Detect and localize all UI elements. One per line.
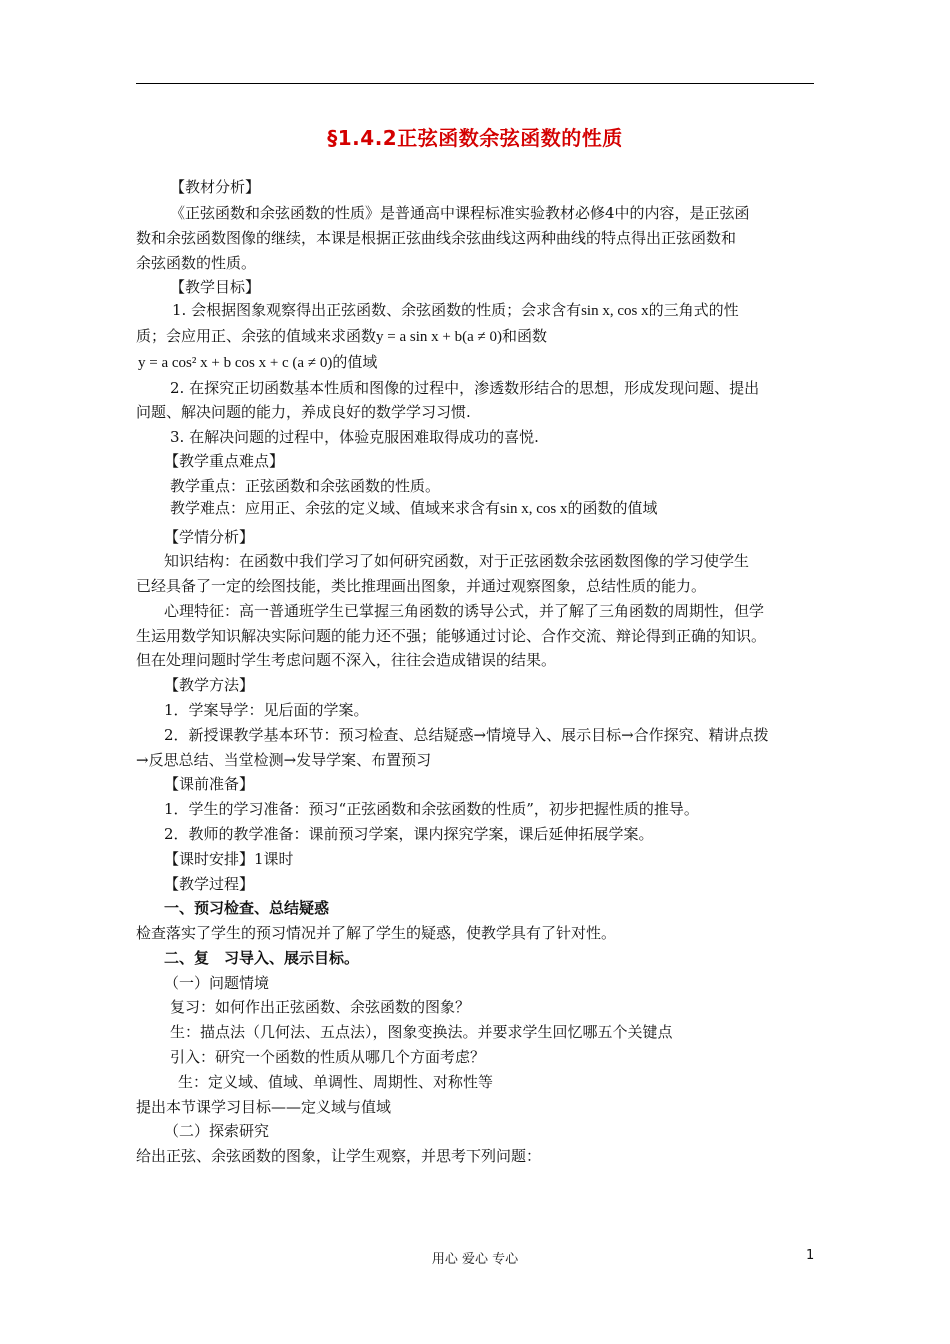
- paragraph-line: 1．学案导学：见后面的学案。: [164, 701, 369, 719]
- math-expression: y = a cos² x + b cos x + c (a ≠ 0): [138, 355, 333, 371]
- paragraph-line: 1．学生的学习准备：预习“正弦函数和余弦函数的性质”，初步把握性质的推导。: [164, 800, 699, 818]
- goal-text: 的三角式的性: [648, 301, 739, 319]
- page-footer: 用心 爱心 专心: [431, 1252, 519, 1267]
- subsection-heading: （二）探索研究: [164, 1122, 270, 1140]
- paragraph-line: 已经具备了一定的绘图技能，类比推理画出图象，并通过观察图象，总结性质的能力。: [136, 577, 707, 595]
- paragraph-line: 生运用数学知识解决实际问题的能力还不强；能够通过讨论、合作交流、辩论得到正确的知识。: [136, 627, 767, 645]
- goal-text: 质；会应用正、余弦的值域来求函数: [136, 327, 377, 345]
- header-rule: [136, 83, 814, 84]
- math-expression: y = a sin x + b(a ≠ 0): [376, 329, 502, 345]
- goal-text: 1. 会根据图象观察得出正弦函数、余弦函数的性质；会求含有: [172, 301, 582, 319]
- section-heading: 【教学目标】: [170, 278, 261, 296]
- paragraph-line: 心理特征：高一普通班学生已掌握三角函数的诱导公式，并了解了三角函数的周期性，但学: [164, 602, 765, 620]
- step-heading: 二、复 习导入、展示目标。: [164, 949, 360, 967]
- math-expression: sin x, cos x: [581, 303, 649, 319]
- section-heading: 【教材分析】: [170, 178, 261, 196]
- paragraph-line: [136, 326, 547, 346]
- section-heading: 【课前准备】: [164, 775, 255, 793]
- paragraph-line: [170, 498, 658, 518]
- section-heading: 【教学方法】: [164, 676, 255, 694]
- paragraph-line: 《正弦函数和余弦函数的性质》是普通高中课程标准实验教材必修4中的内容，是正弦函: [170, 204, 750, 222]
- paragraph-line: 2. 在探究正切函数基本性质和图像的过程中，渗透数形结合的思想，形成发现问题、提出: [170, 379, 760, 397]
- goal-text: 的值域: [332, 353, 378, 371]
- paragraph-line: 2．教师的教学准备：课前预习学案，课内探究学案，课后延伸拓展学案。: [164, 825, 654, 843]
- page-title: §1.4.2正弦函数余弦函数的性质: [327, 126, 623, 150]
- paragraph-line: 引入：研究一个函数的性质从哪几个方面考虑？: [170, 1048, 486, 1066]
- paragraph-line: 提出本节课学习目标——定义域与值域: [136, 1098, 392, 1116]
- paragraph-line: 复习：如何作出正弦函数、余弦函数的图象？: [170, 998, 471, 1016]
- paragraph-line: 检查落实了学生的预习情况并了解了学生的疑惑，使教学具有了针对性。: [136, 924, 617, 942]
- section-heading: 【课时安排】1课时: [164, 850, 294, 868]
- step-heading: 一、预习检查、总结疑惑: [164, 899, 330, 917]
- subsection-heading: （一）问题情境: [164, 974, 270, 992]
- paragraph-line: [138, 352, 377, 372]
- paragraph-line: →反思总结、当堂检测→发导学案、布置预习: [136, 751, 432, 769]
- difficulty-text: 教学难点：应用正、余弦的定义域、值域来求含有: [170, 499, 501, 517]
- paragraph-line: 余弦函数的性质。: [136, 254, 257, 272]
- math-expression: sin x, cos x: [500, 501, 568, 517]
- paragraph-line: 生：描点法（几何法、五点法），图象变换法。并要求学生回忆哪五个关键点: [170, 1023, 673, 1041]
- paragraph-line: 给出正弦、余弦函数的图象，让学生观察，并思考下列问题：: [136, 1147, 542, 1165]
- paragraph-line: 知识结构：在函数中我们学习了如何研究函数，对于正弦函数余弦函数图像的学习使学生: [164, 552, 750, 570]
- paragraph-line: 3. 在解决问题的过程中，体验克服困难取得成功的喜悦.: [170, 428, 539, 446]
- paragraph-line: 2．新授课教学基本环节：预习检查、总结疑惑→情境导入、展示目标→合作探究、精讲点拨: [164, 726, 769, 744]
- page-number: 1: [806, 1248, 815, 1263]
- section-heading: 【教学重点难点】: [164, 452, 285, 470]
- paragraph-line: 生：定义域、值域、单调性、周期性、对称性等: [178, 1073, 494, 1091]
- paragraph-line: [172, 300, 739, 320]
- paragraph-line: 但在处理问题时学生考虑问题不深入，往往会造成错误的结果。: [136, 651, 557, 669]
- goal-text: 和函数: [501, 327, 547, 345]
- paragraph-line: 数和余弦函数图像的继续，本课是根据正弦曲线余弦曲线这两种曲线的特点得出正弦函数和: [136, 229, 737, 247]
- paragraph-line: 问题、解决问题的能力，养成良好的数学学习习惯.: [136, 403, 471, 421]
- paragraph-line: 教学重点：正弦函数和余弦函数的性质。: [170, 477, 441, 495]
- section-heading: 【教学过程】: [164, 875, 255, 893]
- difficulty-text: 的函数的值域: [567, 499, 658, 517]
- section-heading: 【学情分析】: [164, 528, 255, 546]
